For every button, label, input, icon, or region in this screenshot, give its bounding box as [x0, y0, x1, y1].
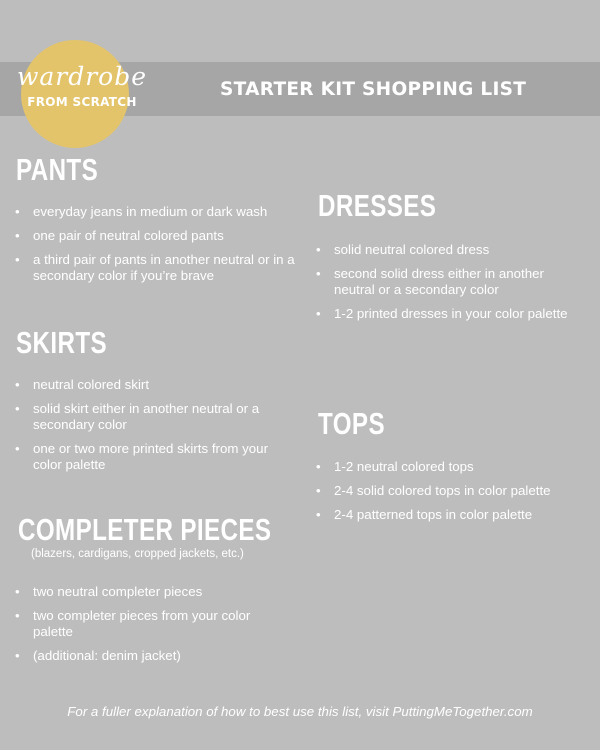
tops-heading: TOPS: [318, 406, 385, 441]
list-item: • second solid dress either in another neutral or a secondary color: [316, 266, 581, 298]
logo-wordmark: wardrobe: [16, 62, 148, 91]
list-item: • solid skirt either in another neutral or a secondary color: [15, 401, 275, 433]
logo-circle: [21, 40, 129, 148]
page-title: STARTER KIT SHOPPING LIST: [220, 79, 527, 100]
dresses-list: [316, 242, 581, 330]
completer-pieces-note: (blazers, cardigans, cropped jackets, etc.): [31, 548, 244, 560]
pants-heading: PANTS: [16, 152, 99, 187]
pants-list: [15, 204, 305, 292]
list-item: • 2-4 solid colored tops in color palette: [316, 483, 591, 499]
logo-subtitle: FROM SCRATCH: [27, 95, 137, 109]
list-item: • one pair of neutral colored pants: [15, 228, 305, 244]
list-item: • 1-2 printed dresses in your color palette: [316, 306, 581, 322]
list-item: • neutral colored skirt: [15, 377, 275, 393]
dresses-heading: DRESSES: [318, 188, 437, 223]
list-item: • everyday jeans in medium or dark wash: [15, 204, 305, 220]
tops-list: [316, 459, 591, 531]
list-item: • (additional: denim jacket): [15, 648, 255, 664]
skirts-list: [15, 377, 275, 481]
footer-note: For a fuller explanation of how to best use this list, visit PuttingMeTogether.com: [67, 704, 533, 719]
list-item: • solid neutral colored dress: [316, 242, 581, 258]
skirts-heading: SKIRTS: [16, 325, 108, 360]
list-item: • 2-4 patterned tops in color palette: [316, 507, 591, 523]
completer-pieces-list: [15, 584, 255, 672]
list-item: • 1-2 neutral colored tops: [316, 459, 591, 475]
list-item: • one or two more printed skirts from your color palette: [15, 441, 275, 473]
list-item: • a third pair of pants in another neutral or in a secondary color if you’re brave: [15, 252, 305, 284]
list-item: • two completer pieces from your color palette: [15, 608, 255, 640]
completer-pieces-heading: COMPLETER PIECES: [18, 512, 272, 547]
list-item: • two neutral completer pieces: [15, 584, 255, 600]
